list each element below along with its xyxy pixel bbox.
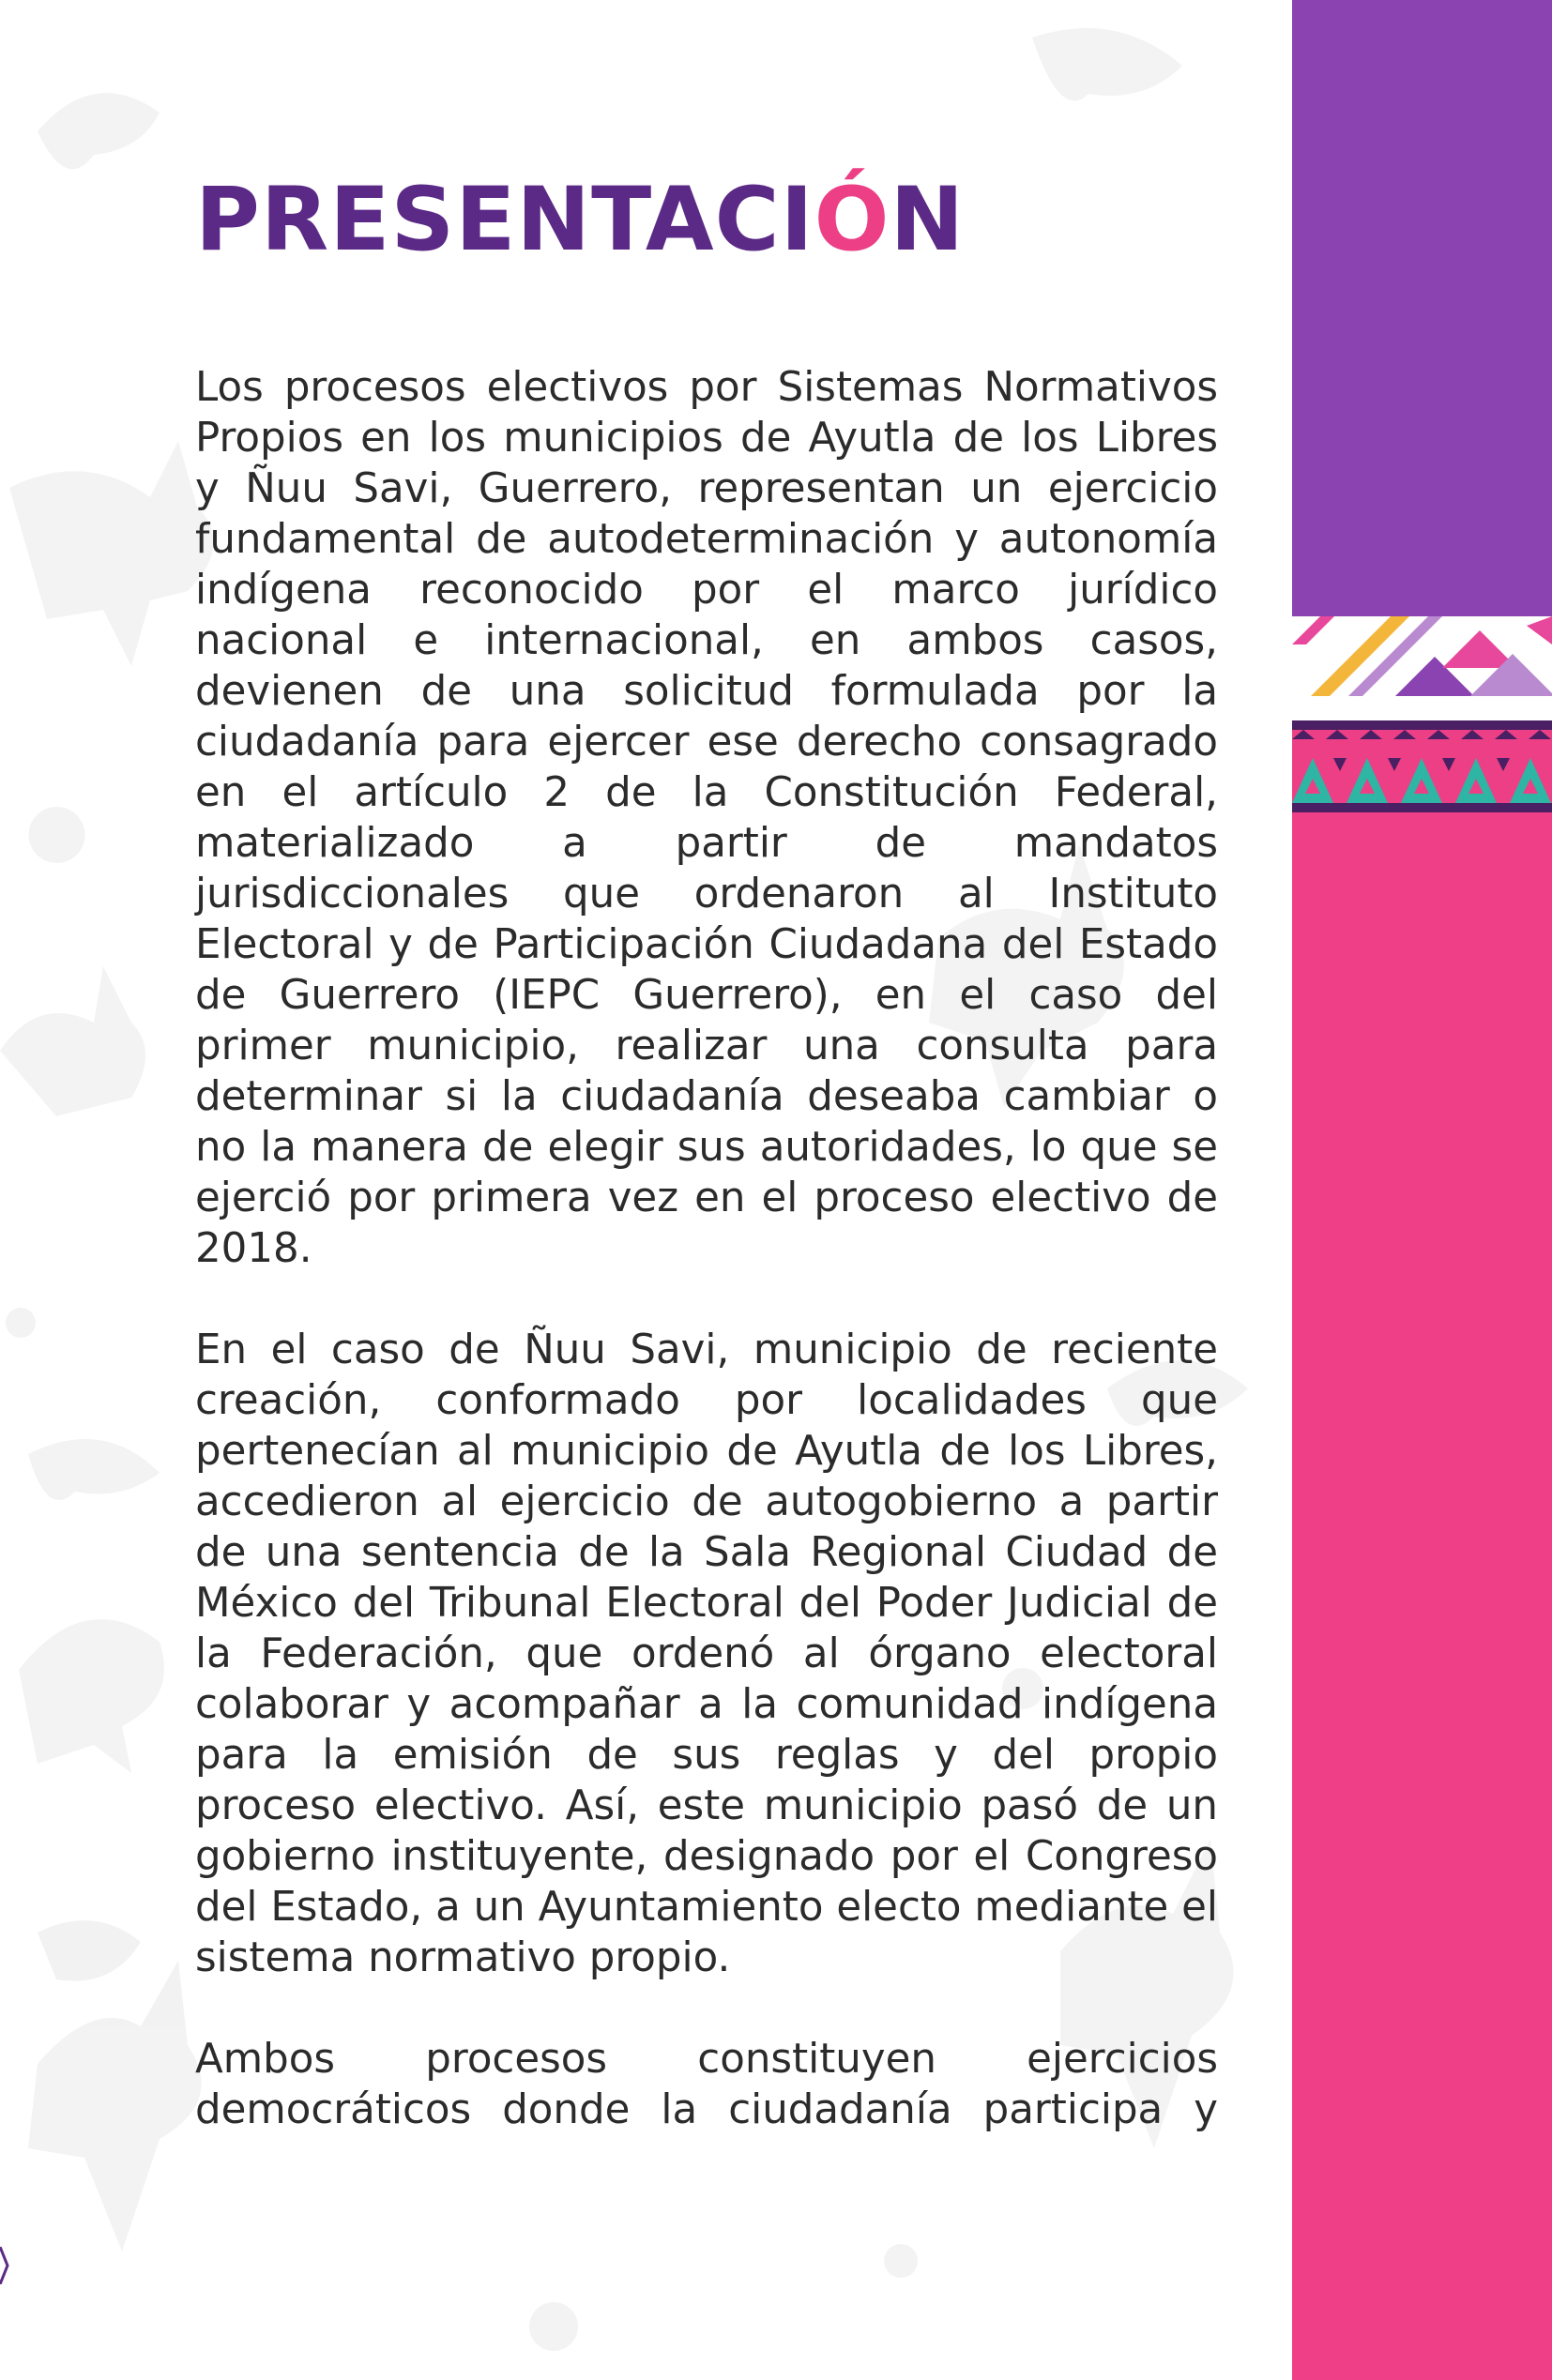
paragraph: En el caso de Ñuu Savi, municipio de reciente creación, conformado por localidades que pertenecían al municipio de Ayutla de los Libres, accedieron al ejercicio de autogobierno a partir de una sentencia de la Sala Regional Ciudad de México del Tribunal Electoral del Poder Judicial de la Federación, que ordenó al órgano electoral colaborar y acompañar a la comunidad indígena para la emisión de sus reglas y del propio proceso electivo. Así, este municipio pasó de un gobierno instituyente, designado por el Congreso del Estado, a un Ayuntamiento electo mediante el sistema normativo propio. (195, 1326, 1218, 1981)
band-diagonal-stripes (1292, 616, 1552, 696)
page-title (195, 169, 965, 272)
title-tail: N (890, 169, 966, 271)
deer-figure (9, 441, 214, 666)
triangle-pattern-art (1292, 720, 1552, 812)
title-accent-letter: Ó (814, 169, 890, 271)
stripes-art (1292, 616, 1552, 696)
bird-figure (38, 93, 160, 169)
triangle-pattern-band (1292, 720, 1552, 812)
title-main: PRESENTACI (195, 169, 814, 271)
flower-figure (29, 807, 85, 863)
deer-figure-2 (28, 1961, 202, 2251)
paragraph: Ambos procesos constituyen ejercicios democráticos donde la ciudadanía participa y (195, 2036, 1218, 2133)
corner-mark (0, 2247, 9, 2284)
band-pink-block (1292, 812, 1552, 2380)
side-decorative-band (1292, 0, 1552, 2380)
flower-dot (884, 2244, 918, 2278)
rooster-figure (19, 1619, 164, 1773)
bird-figure-2 (28, 1439, 160, 1500)
paragraph: Los procesos electivos por Sistemas Normativos Propios en los municipios de Ayutla de los Libres y Ñuu Savi, Guerrero, representan un ejercicio fundamental de autodeterminación y autonomía indígena reconocido por el marco jurídico nacional e internacional, en ambos casos, devienen de una solicitud formulada por la ciudadanía para ejercer ese derecho consagrado en el artículo 2 de la Constitución Federal, materializado a partir de mandatos jurisdiccionales que ordenaron al Instituto Electoral y de Participación Ciudadana del Estado de Guerrero (IEPC Guerrero), en el caso del primer municipio, realizar una consulta para determinar si la ciudadanía deseaba cambiar o no la manera de elegir sus autoridades, lo que se ejerció por primera vez en el proceso electivo de 2018. (195, 364, 1218, 1272)
body-text (195, 362, 1218, 2186)
flower-dot (6, 1308, 36, 1338)
flower-dot (529, 2302, 578, 2351)
band-gap (1292, 696, 1552, 720)
band-purple-block (1292, 0, 1552, 616)
lizard-figure (38, 1920, 141, 1981)
bird-figure-3 (1032, 28, 1182, 101)
rabbit-figure (0, 966, 145, 1116)
